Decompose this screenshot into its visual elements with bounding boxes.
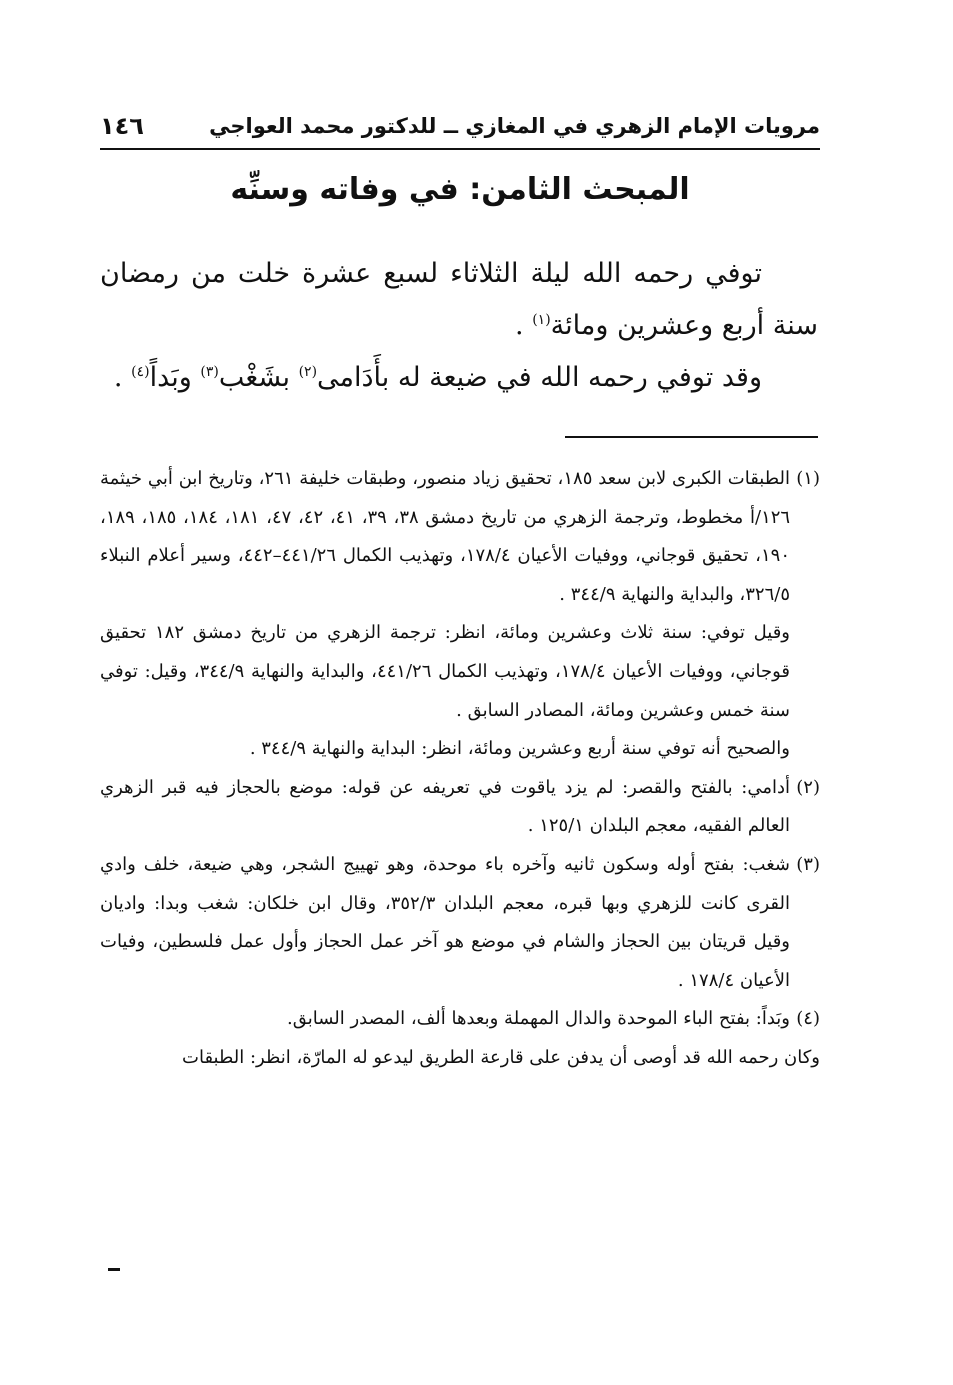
footnote-ref-4: (٤) xyxy=(131,364,150,380)
footnote-4-text: وبَداً: بفتح الباء الموحدة والدال المهملة وبعدها ألف، المصدر السابق. xyxy=(287,1008,790,1030)
footnote-3 xyxy=(100,846,820,1000)
continuation-dash xyxy=(108,1268,120,1271)
footnote-3-number: (٣) xyxy=(796,853,820,875)
paragraph-2-text-c: وبَداً xyxy=(149,362,201,393)
footnote-separator xyxy=(565,436,818,438)
header-rule xyxy=(100,148,820,150)
paragraph-1-end: . xyxy=(515,310,533,341)
footnote-2 xyxy=(100,769,820,846)
footnote-3-text: شغب: بفتح أوله وسكون ثانيه وآخره باء موحدة، وهو تهييج الشجر، وهي ضيعة، خلف وادي القرى كانت للزهري وبها قبره، معجم البلدان ٣٥٢/٣، وقال ابن خلكان: شغب وبدا: واديان وقيل قريتان بين الحجاز والشام في موضع هو آخر عمل الحجاز وأول عمل فلسطين، وفيات الأعيان ١٧٨/٤ . xyxy=(100,853,790,991)
footnote-ref-3: (٣) xyxy=(200,364,219,380)
footnote-1-paragraph-3: والصحيح أنه توفي سنة أربع وعشرين ومائة، انظر: البداية والنهاية ٣٤٤/٩ . xyxy=(249,738,790,760)
footnote-2-number: (٢) xyxy=(796,776,820,798)
footnote-1-text: الطبقات الكبرى لابن سعد ١٨٥، تحقيق زياد منصور، وطبقات خليفة ٢٦١، وتاريخ ابن أبي خيثمة ١٢٦/أ مخطوط، وترجمة الزهري من تاريخ دمشق ٣٨، ٣٩، ٤١، ٤٢، ٤٧، ١٨١، ١٨٤، ١٨٥، ١٨٩، ١٩٠، تحقيق قوجاني، ووفيات الأعيان ١٧٨/٤، وتهذيب الكمال ٤٤١/٢٦–٤٤٢، وسير أعلام النبلاء ٣٢٦/٥، والبداية والنهاية ٣٤٤/٩ . xyxy=(100,468,791,605)
footnote-4-number: (٤) xyxy=(796,1008,820,1030)
footnote-continuation: وكان رحمه الله قد أوصى أن يدفن على قارعة الطريق ليدعو له المارّة، انظر: الطبقات xyxy=(182,1046,820,1068)
footnote-2-text: أدامي: بالفتح والقصر: لم يزد ياقوت في تعريفه عن قوله: موضع بالحجاز فيه قبر الزهري العالم الفقيه، معجم البلدان ١٢٥/١ . xyxy=(100,776,790,837)
footnote-1-paragraph-2: وقيل توفي: سنة ثلاث وعشرين ومائة، انظر: ترجمة الزهري من تاريخ دمشق ١٨٢ تحقيق قوجاني، ووفيات الأعيان ١٧٨/٤، وتهذيب الكمال ٤٤١/٢٦، والبداية والنهاية ٣٤٤/٩، وقيل: توفي سنة خمس وعشرين ومائة، المصادر السابق . xyxy=(100,622,790,721)
paragraph-2-end: . xyxy=(113,362,132,393)
body-text xyxy=(100,248,818,404)
footnote-ref-1: (١) xyxy=(532,312,551,328)
footnote-ref-2: (٢) xyxy=(298,364,318,380)
paragraph-2 xyxy=(100,352,818,404)
running-title: مرويات الإمام الزهري في المغازي ــ للدكتور محمد العواجي xyxy=(209,114,820,138)
section-title: المبحث الثامن: في وفاته وسنِّه xyxy=(230,172,690,207)
paragraph-2-text-b: بشَغْب xyxy=(218,362,299,393)
footnote-4 xyxy=(100,1000,820,1039)
footnotes xyxy=(100,460,820,1078)
paragraph-1 xyxy=(100,248,818,352)
page-number: ١٤٦ xyxy=(100,112,144,140)
footnote-1-number: (١) xyxy=(796,468,820,489)
paragraph-1-text: توفي رحمه الله ليلة الثلاثاء لسبع عشرة خلت من رمضان سنة أربع وعشرين ومائة xyxy=(100,258,818,341)
footnote-1 xyxy=(100,460,820,614)
paragraph-2-text-a: وقد توفي رحمه الله في ضيعة له بأَدَامى xyxy=(317,362,762,393)
page-header xyxy=(100,108,820,144)
